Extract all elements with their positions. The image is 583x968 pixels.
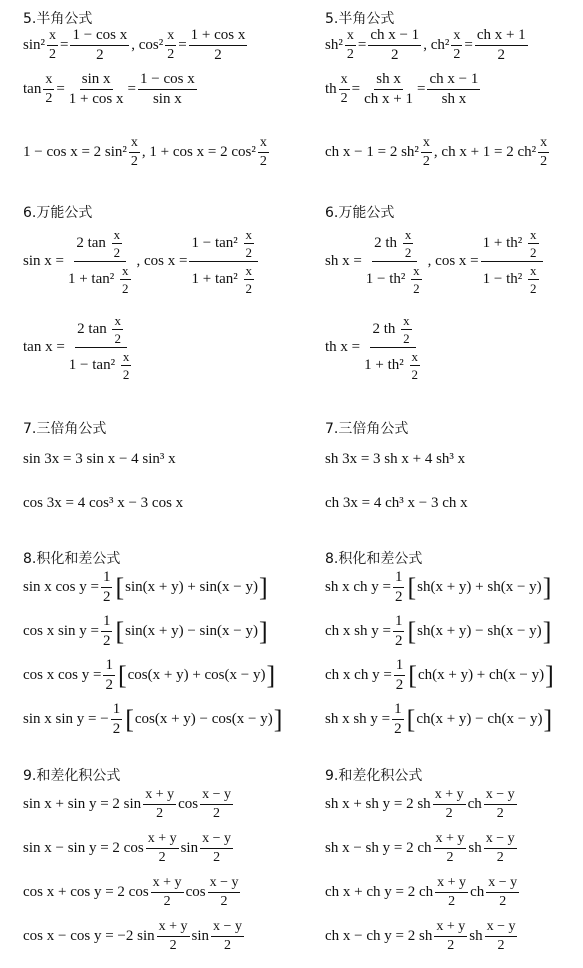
formula-universal-1: sin x = 2 tan $\frac{x}{2}$ 1 + tan² $\frac{x}{2}$ , cos x = 1 − tan² $\frac{x}{2}$ 1 + tan² $\frac{x}{2}$ [23, 228, 260, 295]
formula-product-to-sum-1: sh x ch y = $\frac{1}{2}$ [ sh(x + y) + sh(x − y) ] [325, 569, 552, 605]
formula-product-to-sum-1: sin x cos y = $\frac{1}{2}$ [ sin(x + y) + sin(x − y) ] [23, 569, 268, 605]
section-title-universal: 6.万能公式 [325, 205, 395, 221]
section-title-half-angle: 5.半角公式 [23, 11, 93, 27]
formula-product-to-sum-3: ch x ch y = $\frac{1}{2}$ [ ch(x + y) + ch(x − y) ] [325, 657, 554, 693]
section-title-product-to-sum: 8.积化和差公式 [23, 551, 121, 567]
formula-universal-2: tan x = 2 tan $\frac{x}{2}$ 1 − tan² $\frac{x}{2}$ [23, 313, 130, 382]
formula-product-to-sum-4: sh x sh y = $\frac{1}{2}$ [ ch(x + y) − ch(x − y) ] [325, 701, 553, 737]
formula-sum-to-product-4: cos x − cos y = −2 sin $\frac{x + y}{2}$ sin $\frac{x - y}{2}$ [23, 919, 242, 953]
formula-triple-angle-2: ch 3x = 4 ch³ x − 3 ch x [325, 495, 468, 511]
section-title-product-to-sum: 8.积化和差公式 [325, 551, 423, 567]
formula-product-to-sum-3: cos x cos y = $\frac{1}{2}$ [ cos(x + y) + cos(x − y) ] [23, 657, 276, 693]
formula-half-angle-2: th $\frac{x}{2}$ = $\frac{\text{sh x}}{\text{ch x + 1}}$ = $\frac{\text{ch x − 1}}{\text{sh x}}$ [325, 71, 479, 107]
formula-sum-to-product-1: sin x + sin y = 2 sin $\frac{x + y}{2}$ cos $\frac{x - y}{2}$ [23, 787, 231, 821]
formula-universal-2: th x = 2 th $\frac{x}{2}$ 1 + th² $\frac{x}{2}$ [325, 313, 419, 382]
section-title-sum-to-product: 9.和差化积公式 [325, 768, 423, 784]
formula-half-angle-3: ch x − 1 = 2 sh² $\frac{x}{2}$ , ch x + 1 = 2 ch² $\frac{x}{2}$ [325, 135, 548, 169]
formula-triple-angle-1: sin 3x = 3 sin x − 4 sin³ x [23, 451, 176, 467]
formula-product-to-sum-2: ch x sh y = $\frac{1}{2}$ [ sh(x + y) − sh(x − y) ] [325, 613, 552, 649]
formula-half-angle-1: sh² $\frac{x}{2}$ = $\frac{\text{ch x − 1}}{2}$ , ch² $\frac{x}{2}$ = $\frac{\text{ch x + 1}}{2}$ [325, 27, 526, 63]
formula-sum-to-product-3: ch x + ch y = 2 ch $\frac{x + y}{2}$ ch $\frac{x - y}{2}$ [325, 875, 518, 909]
formula-half-angle-1: sin² $\frac{x}{2}$ = $\frac{\text{1 − cos x}}{2}$ , cos² $\frac{x}{2}$ = $\frac{\text{1 + cos x}}{2}$ [23, 27, 246, 63]
section-title-sum-to-product: 9.和差化积公式 [23, 768, 121, 784]
section-title-universal: 6.万能公式 [23, 205, 93, 221]
formula-sum-to-product-1: sh x + sh y = 2 sh $\frac{x + y}{2}$ ch $\frac{x - y}{2}$ [325, 787, 515, 821]
formula-product-to-sum-4: sin x sin y = − $\frac{1}{2}$ [ cos(x + y) − cos(x − y) ] [23, 701, 283, 737]
formula-triple-angle-2: cos 3x = 4 cos³ x − 3 cos x [23, 495, 184, 511]
formula-half-angle-2: tan $\frac{x}{2}$ = $\frac{\text{sin x}}{\text{1 + cos x}}$ = $\frac{\text{1 − cos x}}{\text{sin x}}$ [23, 71, 195, 107]
formula-sum-to-product-4: ch x − ch y = 2 sh $\frac{x + y}{2}$ sh $\frac{x - y}{2}$ [325, 919, 516, 953]
section-title-half-angle: 5.半角公式 [325, 11, 395, 27]
section-title-triple-angle: 7.三倍角公式 [325, 421, 409, 437]
formula-sum-to-product-3: cos x + cos y = 2 cos $\frac{x + y}{2}$ cos $\frac{x - y}{2}$ [23, 875, 239, 909]
formula-triple-angle-1: sh 3x = 3 sh x + 4 sh³ x [325, 451, 466, 467]
formula-universal-1: sh x = 2 th $\frac{x}{2}$ 1 − th² $\frac{x}{2}$ , cos x = 1 + th² $\frac{x}{2}$ 1 − th² $\frac{x}{2}$ [325, 228, 545, 295]
formula-sum-to-product-2: sin x − sin y = 2 cos $\frac{x + y}{2}$ sin $\frac{x - y}{2}$ [23, 831, 232, 865]
section-title-triple-angle: 7.三倍角公式 [23, 421, 107, 437]
formula-sum-to-product-2: sh x − sh y = 2 ch $\frac{x + y}{2}$ sh $\frac{x - y}{2}$ [325, 831, 515, 865]
formula-half-angle-3: 1 − cos x = 2 sin² $\frac{x}{2}$ , 1 + cos x = 2 cos² $\frac{x}{2}$ [23, 135, 267, 169]
formula-product-to-sum-2: cos x sin y = $\frac{1}{2}$ [ sin(x + y) − sin(x − y) ] [23, 613, 268, 649]
